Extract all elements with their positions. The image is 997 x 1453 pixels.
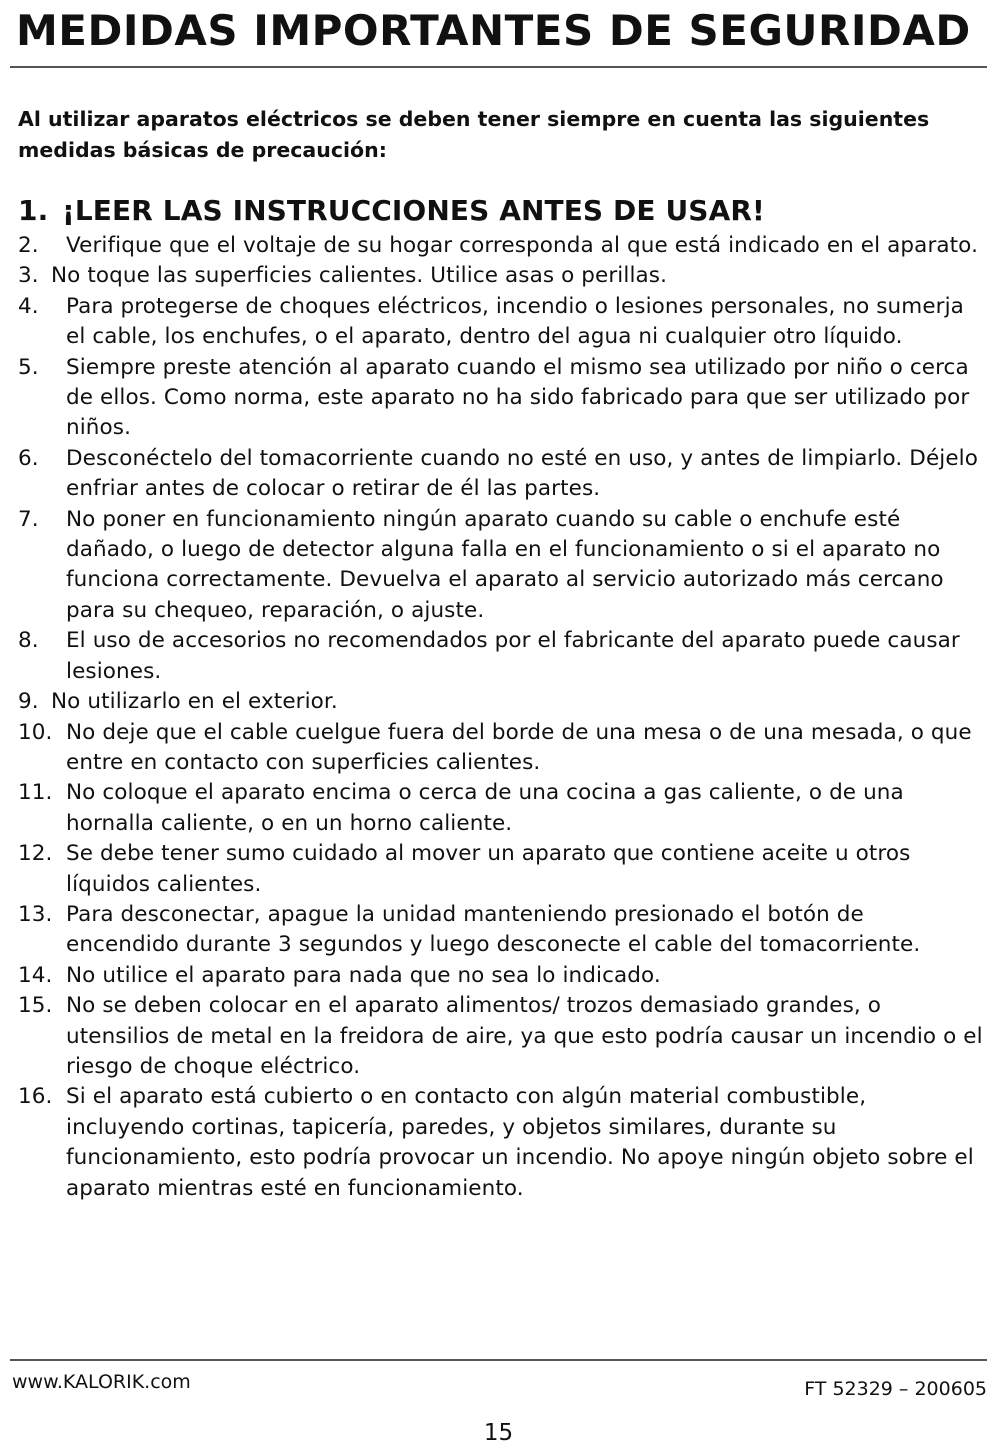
item-text: No deje que el cable cuelgue fuera del borde de una mesa o de una mesada, o que entre en contacto con superficies calientes.	[66, 719, 972, 775]
list-item	[18, 687, 983, 717]
list-item	[18, 778, 983, 839]
intro-paragraph: Al utilizar aparatos eléctricos se deben tener siempre en cuenta las siguientes medidas básicas de precaución:	[18, 107, 930, 162]
page-title: MEDIDAS IMPORTANTES DE SEGURIDAD	[16, 6, 971, 55]
list-item	[18, 261, 983, 291]
list-item	[18, 900, 983, 961]
item-number: 11.	[18, 780, 53, 806]
list-item	[18, 292, 983, 353]
item-number: 5.	[18, 354, 39, 380]
list-item	[18, 961, 983, 991]
item-text: ¡LEER LAS INSTRUCCIONES ANTES DE USAR!	[62, 194, 765, 227]
safety-list	[18, 191, 983, 1204]
item-text: Si el aparato está cubierto o en contacto con algún material combustible, incluyendo cortinas, tapicería, paredes, y objetos similares, durante su funcionamiento, esto podría provocar un incendio. No apoye ningún objeto sobre el aparato mientras esté en funcionamiento.	[66, 1084, 974, 1201]
item-number: 12.	[18, 841, 53, 867]
item-text: Desconéctelo del tomacorriente cuando no esté en uso, y antes de limpiarlo. Déjelo enfriar antes de colocar o retirar de él las partes.	[66, 445, 979, 502]
item-number: 2.	[18, 233, 39, 258]
footer-website: www.KALORIK.com	[12, 1371, 191, 1393]
item-text: Se debe tener sumo cuidado al mover un aparato que contiene aceite u otros líquidos calientes.	[66, 841, 911, 897]
item-text: Para protegerse de choques eléctricos, incendio o lesiones personales, no sumerja el cable, los enchufes, o el aparato, dentro del agua ni cualquier otro líquido.	[66, 293, 964, 350]
item-text: El uso de accesorios no recomendados por el fabricante del aparato puede causar lesiones.	[66, 628, 960, 684]
item-number: 15.	[18, 993, 53, 1019]
item-text: No utilice el aparato para nada que no sea lo indicado.	[66, 962, 661, 988]
item-text: Para desconectar, apague la unidad manteniendo presionado el botón de encendido durante 3 segundos y luego desconecte el cable del tomacorriente.	[66, 901, 921, 958]
footer-divider	[10, 1359, 987, 1361]
item-number: 14.	[18, 962, 53, 988]
item-text: No poner en funcionamiento ningún aparato cuando su cable o enchufe esté dañado, o luego de detector alguna falla en el funcionamiento o si el aparato no funciona correctamente. Devuelva el aparato al servicio autorizado más cercano para su chequeo, reparación, o ajuste.	[66, 506, 944, 623]
item-number: 4.	[18, 293, 39, 319]
list-item	[18, 626, 983, 687]
item-text: Siempre preste atención al aparato cuando el mismo sea utilizado por niño o cerca de ellos. Como norma, este aparato no ha sido fabricado para que ser utilizado por niños.	[66, 354, 970, 441]
item-number: 8.	[18, 628, 39, 654]
item-text: No se deben colocar en el aparato alimentos/ trozos demasiado grandes, o utensilios de metal en la freidora de aire, ya que esto podría causar un incendio o el riesgo de choque eléctrico.	[66, 993, 983, 1079]
item-number: 7.	[18, 506, 39, 532]
list-item	[18, 505, 983, 627]
item-number: 6.	[18, 445, 39, 471]
item-number: 1.	[18, 194, 49, 227]
item-number: 3.	[18, 263, 39, 289]
item-number: 9.	[18, 689, 39, 715]
item-text: No toque las superficies calientes. Utilice asas o perillas.	[51, 263, 668, 289]
list-item	[18, 231, 983, 261]
list-item	[18, 839, 983, 900]
list-item	[18, 991, 983, 1082]
item-number: 13.	[18, 901, 53, 927]
item-text: No coloque el aparato encima o cerca de una cocina a gas caliente, o de una hornalla caliente, o en un horno caliente.	[66, 780, 904, 836]
list-item	[18, 191, 983, 231]
title-divider	[10, 66, 987, 68]
list-item	[18, 718, 983, 779]
item-number: 16.	[18, 1084, 53, 1110]
page-number: 15	[483, 1420, 514, 1446]
item-text: No utilizarlo en el exterior.	[51, 689, 338, 715]
list-item	[18, 1082, 983, 1204]
footer-model-code: FT 52329 – 200605	[804, 1378, 987, 1400]
item-text: Verifique que el voltaje de su hogar corresponda al que está indicado en el aparato.	[66, 233, 978, 258]
item-number: 10.	[18, 719, 53, 745]
list-item	[18, 444, 983, 505]
list-item	[18, 353, 983, 444]
